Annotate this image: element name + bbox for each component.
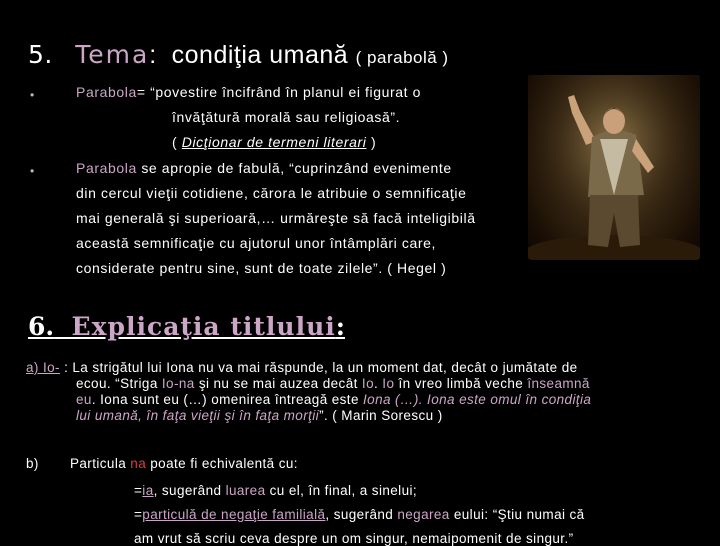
paragraph-line: [76, 160, 452, 176]
text-span: Particula: [70, 456, 131, 471]
text-span: ): [366, 134, 377, 150]
text-span: . Iona sunt eu (…) omenirea întreagă este: [91, 392, 364, 407]
paragraph-a-line: [76, 408, 443, 423]
actor-photo: [528, 75, 700, 260]
item-label-a: a) Io-: [26, 360, 60, 375]
paragraph-line: mai generală şi superioară,… urmăreşte să facă inteligibilă: [76, 210, 476, 226]
paragraph-line: [172, 134, 376, 150]
section-subtitle-small: ( parabolă ): [355, 48, 449, 67]
keyword-parabola: Parabola: [76, 160, 137, 176]
paragraph-line: această semnificaţie cu ajutorul unor întâmplări care,: [76, 235, 437, 251]
actor-figure-image: [528, 75, 700, 260]
paragraph-line: învăţătură morală sau religioasă”.: [172, 109, 401, 125]
paragraph-b-line: am vrut să scriu ceva despre un om singur, nemaipomenit de singur.”: [134, 531, 574, 546]
paragraph-line: [76, 84, 421, 100]
keyword-parabola: Parabola: [76, 84, 137, 100]
highlight-eu: eu: [76, 392, 92, 407]
text-span: : La strigătul lui Iona nu va mai răspunde, la un moment dat, decât o jumătate de: [59, 360, 578, 375]
paragraph-line: considerate pentru sine, sunt de toate zilele”. ( Hegel ): [76, 260, 447, 276]
section-number: 5.: [28, 40, 53, 69]
paragraph-b-line: [134, 507, 585, 522]
title-colon: :: [335, 312, 346, 341]
section-keyword: Tema: [75, 40, 150, 69]
item-label-b: b): [26, 456, 39, 471]
text-span: (: [172, 134, 182, 150]
highlight-negarea: negarea: [397, 507, 450, 522]
section-6-title: [28, 312, 345, 341]
bullet-marker: •: [30, 88, 35, 102]
title-colon: :: [149, 41, 157, 69]
bullet-marker: •: [30, 164, 35, 178]
highlight-na: na: [130, 456, 147, 471]
text-span: cu el, în final, a sinelui;: [265, 483, 418, 498]
text-span: ”. ( Marin Sorescu ): [319, 408, 443, 423]
text-span: = “povestire încifrând în planul ei figurat o: [136, 84, 422, 100]
text-span: .: [373, 376, 383, 391]
text-span: =: [134, 507, 143, 522]
text-span: ecou. “Striga: [76, 376, 162, 391]
text-span: poate fi echivalentă cu:: [146, 456, 298, 471]
paragraph-a-line: [76, 376, 590, 391]
highlight-inseamna: înseamnă: [527, 376, 590, 391]
text-span: şi nu se mai auzea decât: [194, 376, 362, 391]
text-span: , sugerând: [153, 483, 226, 498]
highlight-ia: ia: [142, 483, 154, 498]
highlight-io-na: Io-na: [161, 376, 195, 391]
highlight-particula: particulă de negaţie familială: [142, 507, 326, 522]
paragraph-b-line: [134, 483, 417, 498]
section-5-title: [28, 40, 449, 70]
source-citation: Dicţionar de termeni literari: [181, 134, 367, 150]
text-span: eului: “Ştiu numai că: [449, 507, 585, 522]
highlight-iona-quote: Iona (…). Iona este omul în condiţia: [363, 392, 592, 407]
paragraph-a-line: [26, 360, 578, 375]
text-span: se apropie de fabulă, “cuprinzând evenimente: [136, 160, 452, 176]
section-subtitle: condiţia umană: [171, 41, 349, 69]
highlight-iona-quote: lui umană, în faţa vieţii şi în faţa morţii: [76, 408, 320, 423]
paragraph-b-line: [70, 456, 298, 471]
paragraph-a-line: [76, 392, 591, 407]
highlight-io: Io: [382, 376, 395, 391]
highlight-io: Io: [361, 376, 374, 391]
section-number: 6.: [28, 312, 55, 341]
paragraph-line: din cercul vieţii cotidiene, cărora le atribuie o semnificaţie: [76, 185, 467, 201]
text-span: =: [134, 483, 143, 498]
section-keyword: Explicaţia titlului: [71, 312, 336, 341]
highlight-luarea: luarea: [225, 483, 266, 498]
text-span: în vreo limbă veche: [394, 376, 528, 391]
text-span: , sugerând: [325, 507, 398, 522]
